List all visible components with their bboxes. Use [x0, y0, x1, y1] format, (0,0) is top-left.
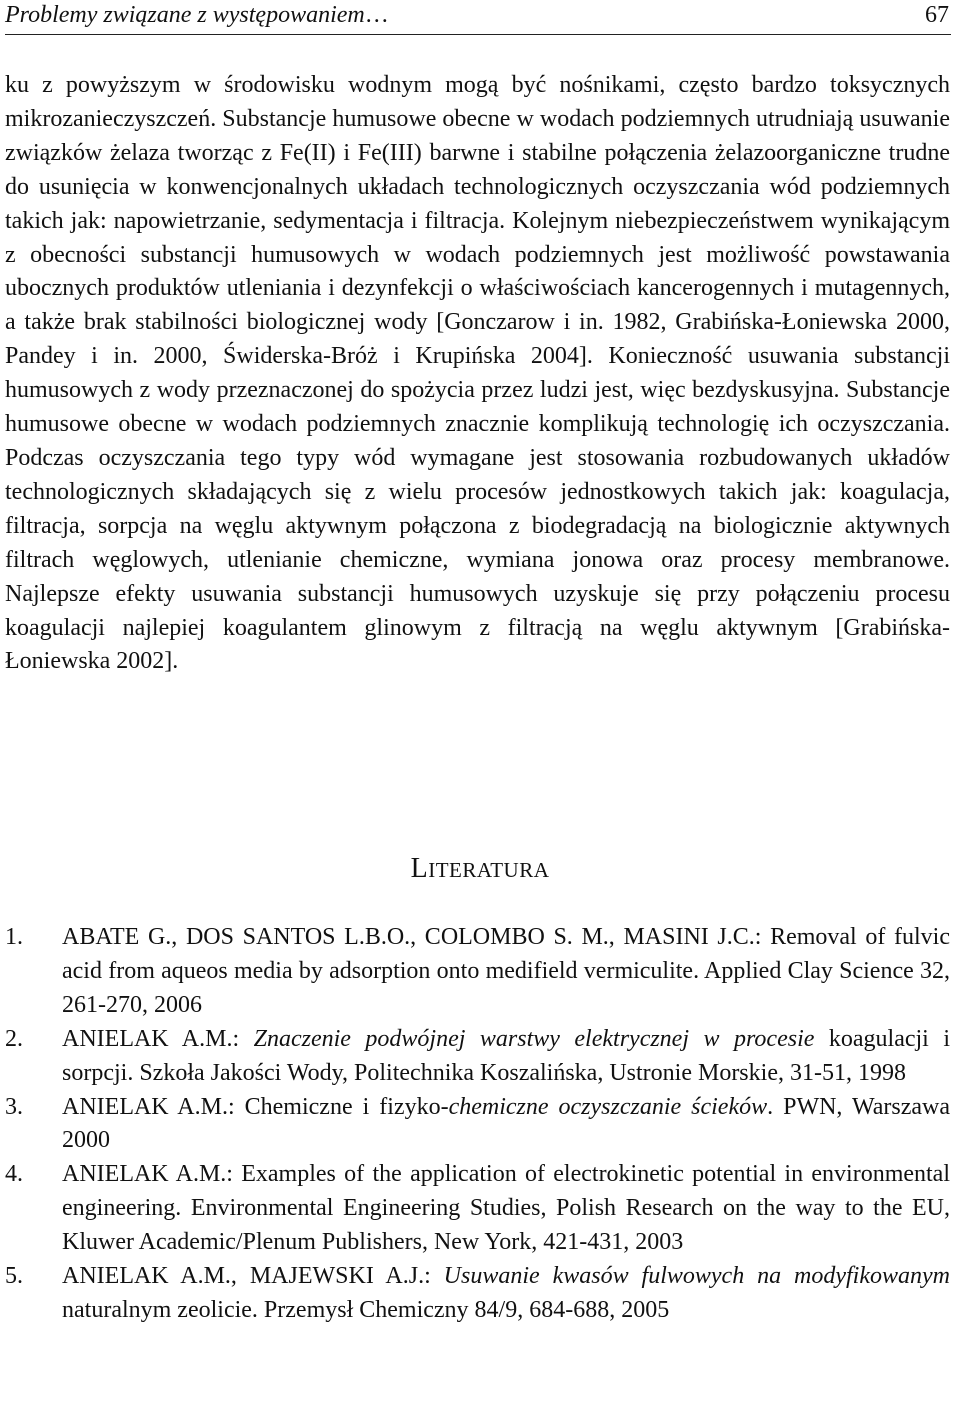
- reference-item: [5, 1158, 950, 1260]
- reference-source: Environmental Engineering Studies, Polish Research on the way to the EU, Kluwer Academic/Plenum Publishers, New York, 421-431, 2003: [62, 1195, 950, 1256]
- reference-authors: ANIELAK A.M.:: [62, 1093, 235, 1120]
- section-heading: [0, 852, 960, 887]
- reference-number: 1.: [5, 924, 23, 950]
- reference-list: [5, 921, 950, 1328]
- reference-number: 4.: [5, 1161, 23, 1188]
- running-title-ellipsis: …: [364, 2, 389, 28]
- reference-number: 2.: [5, 1025, 23, 1052]
- reference-source: Applied Clay Science 32, 261-270, 2006: [62, 957, 951, 1018]
- section-heading-initial: L: [410, 853, 429, 884]
- reference-title-italic: chemiczne oczyszczanie ścieków: [448, 1093, 768, 1120]
- reference-number: 3.: [5, 1093, 23, 1120]
- reference-source: Przemysł Chemiczny 84/9, 684-688, 2005: [257, 1296, 670, 1323]
- reference-title: Removal of fulvic acid from aqueos media by adsorption onto medifield vermiculite.: [62, 924, 950, 984]
- reference-authors: ANIELAK A.M.:: [62, 1161, 233, 1188]
- reference-source: . PWN, Warszawa 2000: [62, 1093, 950, 1154]
- reference-authors: ABATE G., DOS SANTOS L.B.O., COLOMBO S. M., MASINI J.C.:: [62, 924, 762, 950]
- running-title: [5, 0, 389, 30]
- reference-title: koagulacji i sorpcji.: [62, 1025, 950, 1086]
- reference-title: Chemiczne i fizyko-: [234, 1093, 449, 1120]
- reference-title-italic: Znaczenie podwójnej warstwy elektrycznej w procesie: [239, 1025, 815, 1052]
- reference-title-italic: Usuwanie kwasów fulwowych na modyfikowanym: [430, 1263, 950, 1290]
- reference-authors: ANIELAK A.M., MAJEWSKI A.J.:: [62, 1263, 431, 1290]
- reference-authors: ANIELAK A.M.:: [62, 1025, 240, 1052]
- reference-source: Szkoła Jakości Wody, Politechnika Koszalińska, Ustronie Morskie, 31-51, 1998: [133, 1059, 906, 1086]
- reference-title: naturalnym zeolicie.: [62, 1296, 258, 1323]
- reference-number: 5.: [5, 1263, 23, 1290]
- body-paragraph: ku z powyższym w środowisku wodnym mogą być nośnikami, często bardzo toksycznych mikrozanieczyszczeń. Substancje humusowe obecne w wodach podziemnych utrudniają usuwanie związków żelaza tworząc z Fe(II) i Fe(III) barwne i stabilne połączenia żelazoorganiczne trudne do usunięcia w konwencjonalnych układach technologicznych oczyszczania wód podziemnych takich jak: napowietrzanie, sedymentacja i filtracja. Kolejnym niebezpieczeństwem wynikającym z obecności substancji humusowych w wodach podziemnych jest możliwość powstawania ubocznych produktów utleniania i dezynfekcji o właściwościach kancerogennych i mutagennych, a także brak stabilności biologicznej wody [Gonczarow i in. 1982, Grabińska-Łoniewska 2000, Pandey i in. 2000, Świderska-Bróż i Krupińska 2004]. Konieczność usuwania substancji humusowych z wody przeznaczonej do spożycia przez ludzi jest, więc bezdyskusyjna. Substancje humusowe obecne w wodach podziemnych znacznie komplikują technologię ich oczyszczania. Podczas oczyszczania tego typy wód wymagane jest stosowania rozbudowanych układów technologicznych składających się z wielu procesów jednostkowych takich jak: koagulacja, filtracja, sorpcja na węglu aktywnym połączona z biodegradacją na biologicznie aktywnych filtrach węglowych, utlenianie chemiczne, wymiana jonowa oraz procesy membranowe. Najlepsze efekty usuwania substancji humusowych uzyskuje się przy połączeniu procesu koagulacji najlepiej koagulantem glinowym z filtracją na węglu aktywnym [Grabińska-Łoniewska 2002].: [5, 72, 950, 675]
- section-heading-rest: ITERATURA: [428, 858, 550, 882]
- running-header: [5, 0, 951, 35]
- page-number: 67: [925, 2, 949, 28]
- running-title-text: Problemy związane z występowaniem: [5, 2, 365, 28]
- reference-title: Examples of the application of electrokinetic potential in environmental engineering.: [62, 1161, 951, 1222]
- reference-item: [5, 1091, 950, 1159]
- reference-item: [5, 1023, 950, 1091]
- reference-item: [5, 1260, 950, 1328]
- reference-item: [5, 921, 950, 1023]
